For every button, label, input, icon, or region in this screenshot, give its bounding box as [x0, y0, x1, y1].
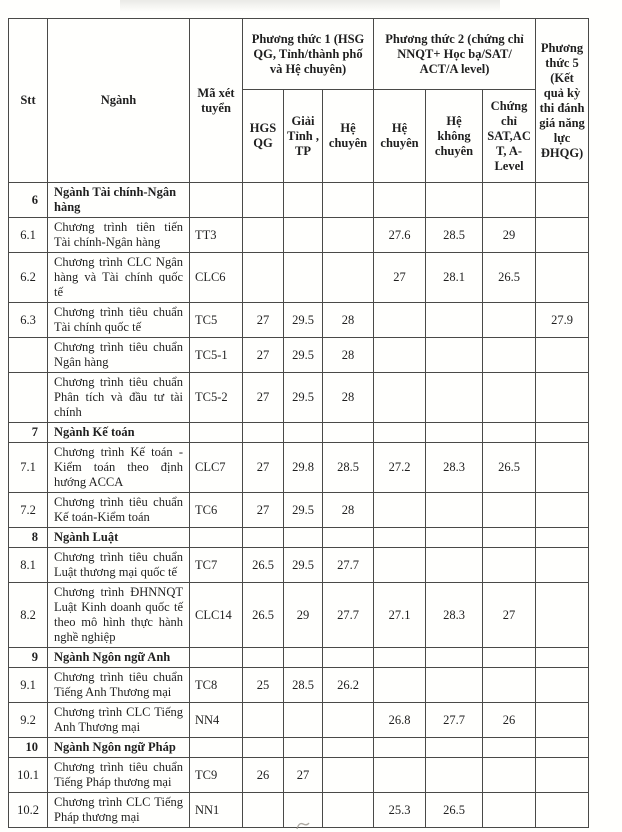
he-khong-chuyen-cell: 27.7	[426, 703, 483, 738]
subheader-chung-chi-sat-act-alevel: Chứng chỉ SAT,ACT, A-Level	[483, 90, 536, 183]
he-chuyen-pt2-cell: 27.2	[374, 443, 426, 493]
section-row	[9, 183, 589, 218]
stt-cell: 8.1	[9, 548, 48, 583]
stt-cell	[9, 338, 48, 373]
code-cell: NN4	[190, 703, 243, 738]
table-row	[9, 303, 589, 338]
stt-cell: 9.1	[9, 668, 48, 703]
hgs-qg-cell: 27	[243, 373, 284, 423]
nganh-cell: Chương trình tiêu chuẩn Ngân hàng	[48, 338, 190, 373]
hgs-qg-cell	[243, 253, 284, 303]
pt5-cell	[536, 548, 589, 583]
section-row	[9, 648, 589, 668]
he-khong-chuyen-cell	[426, 373, 483, 423]
he-chuyen-pt2-cell: 25.3	[374, 793, 426, 828]
code-cell: NN1	[190, 793, 243, 828]
he-chuyen-pt2-cell	[374, 423, 426, 443]
code-cell: TC5	[190, 303, 243, 338]
he-chuyen-pt2-cell: 26.8	[374, 703, 426, 738]
stt-cell: 6	[9, 183, 48, 218]
he-chuyen-pt2-cell	[374, 338, 426, 373]
nganh-cell: Chương trình tiêu chuẩn Tiếng Anh Thương mại	[48, 668, 190, 703]
table-row	[9, 253, 589, 303]
chung-chi-cell: 29	[483, 218, 536, 253]
chung-chi-cell	[483, 668, 536, 703]
stt-cell: 10	[9, 738, 48, 758]
pt5-cell	[536, 668, 589, 703]
table-row	[9, 548, 589, 583]
nganh-cell: Chương trình tiên tiến Tài chính-Ngân hàng	[48, 218, 190, 253]
he-chuyen-pt2-cell	[374, 528, 426, 548]
stt-cell: 7	[9, 423, 48, 443]
stt-cell: 9.2	[9, 703, 48, 738]
nganh-cell: Chương trình tiêu chuẩn Phân tích và đầu tư tài chính	[48, 373, 190, 423]
stt-cell: 7.1	[9, 443, 48, 493]
hgs-qg-cell	[243, 218, 284, 253]
he-chuyen-pt1-cell	[323, 183, 374, 218]
giai-tinh-tp-cell: 28.5	[284, 668, 323, 703]
chung-chi-cell	[483, 528, 536, 548]
he-chuyen-pt1-cell	[323, 703, 374, 738]
nganh-cell: Ngành Tài chính-Ngân hàng	[48, 183, 190, 218]
stt-cell	[9, 373, 48, 423]
header-stt: Stt	[9, 19, 48, 183]
nganh-cell: Ngành Ngôn ngữ Anh	[48, 648, 190, 668]
he-chuyen-pt1-cell: 28	[323, 493, 374, 528]
hgs-qg-cell: 27	[243, 338, 284, 373]
he-khong-chuyen-cell: 28.1	[426, 253, 483, 303]
stt-cell: 6.1	[9, 218, 48, 253]
giai-tinh-tp-cell	[284, 183, 323, 218]
he-chuyen-pt1-cell	[323, 423, 374, 443]
chung-chi-cell	[483, 183, 536, 218]
he-khong-chuyen-cell	[426, 668, 483, 703]
pt5-cell	[536, 793, 589, 828]
stt-cell: 6.2	[9, 253, 48, 303]
code-cell: TC6	[190, 493, 243, 528]
header-phuong-thuc-1: Phương thức 1 (HSG QG, Tỉnh/thành phố và Hệ chuyên)	[243, 19, 374, 90]
he-chuyen-pt1-cell: 27.7	[323, 583, 374, 648]
nganh-cell: Chương trình CLC Tiếng Anh Thương mại	[48, 703, 190, 738]
he-khong-chuyen-cell: 28.3	[426, 443, 483, 493]
nganh-cell: Chương trình tiêu chuẩn Luật thương mại quốc tế	[48, 548, 190, 583]
giai-tinh-tp-cell: 29.5	[284, 338, 323, 373]
code-cell: TT3	[190, 218, 243, 253]
pt5-cell	[536, 703, 589, 738]
nganh-cell: Chương trình ĐHNNQT Luật Kinh doanh quốc tế theo mô hình thực hành nghề nghiệp	[48, 583, 190, 648]
he-chuyen-pt1-cell	[323, 648, 374, 668]
hgs-qg-cell	[243, 793, 284, 828]
he-khong-chuyen-cell	[426, 738, 483, 758]
header-ma-xet-tuyen: Mã xét tuyển	[190, 19, 243, 183]
code-cell	[190, 183, 243, 218]
he-chuyen-pt1-cell	[323, 738, 374, 758]
pt5-cell	[536, 528, 589, 548]
table-row	[9, 338, 589, 373]
he-chuyen-pt2-cell	[374, 183, 426, 218]
stt-cell: 6.3	[9, 303, 48, 338]
chung-chi-cell	[483, 423, 536, 443]
giai-tinh-tp-cell: 29.5	[284, 303, 323, 338]
code-cell: TC5-2	[190, 373, 243, 423]
he-chuyen-pt1-cell: 27.7	[323, 548, 374, 583]
chung-chi-cell	[483, 493, 536, 528]
giai-tinh-tp-cell	[284, 423, 323, 443]
section-row	[9, 528, 589, 548]
code-cell: TC5-1	[190, 338, 243, 373]
scan-smudge	[120, 0, 500, 12]
he-chuyen-pt2-cell	[374, 668, 426, 703]
he-khong-chuyen-cell	[426, 548, 483, 583]
pt5-cell	[536, 423, 589, 443]
he-chuyen-pt1-cell	[323, 758, 374, 793]
he-chuyen-pt2-cell: 27	[374, 253, 426, 303]
stt-cell: 10.2	[9, 793, 48, 828]
giai-tinh-tp-cell	[284, 648, 323, 668]
header-nganh: Ngành	[48, 19, 190, 183]
nganh-cell: Chương trình tiêu chuẩn Tiếng Pháp thương mại	[48, 758, 190, 793]
nganh-cell: Chương trình CLC Tiếng Pháp thương mại	[48, 793, 190, 828]
he-chuyen-pt2-cell	[374, 373, 426, 423]
table-body	[9, 183, 589, 828]
header-row-groups	[9, 19, 589, 90]
giai-tinh-tp-cell: 29	[284, 583, 323, 648]
he-chuyen-pt2-cell: 27.1	[374, 583, 426, 648]
code-cell	[190, 528, 243, 548]
he-chuyen-pt1-cell: 28.5	[323, 443, 374, 493]
chung-chi-cell	[483, 373, 536, 423]
hgs-qg-cell: 27	[243, 493, 284, 528]
code-cell: TC7	[190, 548, 243, 583]
chung-chi-cell	[483, 758, 536, 793]
hgs-qg-cell: 26.5	[243, 583, 284, 648]
table-row	[9, 218, 589, 253]
he-chuyen-pt2-cell	[374, 738, 426, 758]
hgs-qg-cell	[243, 703, 284, 738]
code-cell: TC8	[190, 668, 243, 703]
pt5-cell	[536, 218, 589, 253]
he-khong-chuyen-cell	[426, 423, 483, 443]
he-khong-chuyen-cell	[426, 528, 483, 548]
he-chuyen-pt2-cell: 27.6	[374, 218, 426, 253]
he-chuyen-pt1-cell	[323, 528, 374, 548]
giai-tinh-tp-cell: 29.5	[284, 548, 323, 583]
table-row	[9, 668, 589, 703]
subheader-he-chuyen-pt1: Hệ chuyên	[323, 90, 374, 183]
stt-cell: 9	[9, 648, 48, 668]
chung-chi-cell: 26	[483, 703, 536, 738]
table-row	[9, 758, 589, 793]
giai-tinh-tp-cell	[284, 218, 323, 253]
pt5-cell	[536, 648, 589, 668]
pt5-cell	[536, 338, 589, 373]
pt5-cell	[536, 373, 589, 423]
nganh-cell: Chương trình tiêu chuẩn Tài chính quốc tế	[48, 303, 190, 338]
code-cell: CLC14	[190, 583, 243, 648]
giai-tinh-tp-cell	[284, 703, 323, 738]
chung-chi-cell	[483, 793, 536, 828]
pt5-cell	[536, 253, 589, 303]
pt5-cell	[536, 443, 589, 493]
he-chuyen-pt2-cell	[374, 758, 426, 793]
he-khong-chuyen-cell: 26.5	[426, 793, 483, 828]
he-chuyen-pt2-cell	[374, 548, 426, 583]
he-chuyen-pt1-cell	[323, 218, 374, 253]
code-cell	[190, 738, 243, 758]
hgs-qg-cell	[243, 528, 284, 548]
chung-chi-cell	[483, 648, 536, 668]
subheader-hgs-qg: HGS QG	[243, 90, 284, 183]
stt-cell: 8.2	[9, 583, 48, 648]
hgs-qg-cell: 27	[243, 443, 284, 493]
code-cell: CLC7	[190, 443, 243, 493]
table-row	[9, 703, 589, 738]
table-row	[9, 443, 589, 493]
he-chuyen-pt1-cell	[323, 253, 374, 303]
stt-cell: 8	[9, 528, 48, 548]
hgs-qg-cell: 26.5	[243, 548, 284, 583]
he-khong-chuyen-cell	[426, 183, 483, 218]
he-chuyen-pt1-cell: 28	[323, 303, 374, 338]
header-phuong-thuc-5: Phương thức 5 (Kết quả kỳ thi đánh giá năng lực ĐHQG)	[536, 19, 589, 183]
he-chuyen-pt2-cell	[374, 303, 426, 338]
nganh-cell: Chương trình tiêu chuẩn Kế toán-Kiểm toán	[48, 493, 190, 528]
nganh-cell: Ngành Luật	[48, 528, 190, 548]
giai-tinh-tp-cell: 27	[284, 758, 323, 793]
he-khong-chuyen-cell	[426, 338, 483, 373]
he-khong-chuyen-cell: 28.5	[426, 218, 483, 253]
he-khong-chuyen-cell	[426, 493, 483, 528]
code-cell	[190, 423, 243, 443]
he-chuyen-pt1-cell	[323, 793, 374, 828]
chung-chi-cell	[483, 338, 536, 373]
pt5-cell	[536, 758, 589, 793]
he-chuyen-pt2-cell	[374, 648, 426, 668]
chung-chi-cell	[483, 303, 536, 338]
scan-artifact	[295, 821, 311, 830]
table-row	[9, 373, 589, 423]
hgs-qg-cell	[243, 738, 284, 758]
nganh-cell: Ngành Ngôn ngữ Pháp	[48, 738, 190, 758]
he-khong-chuyen-cell: 28.3	[426, 583, 483, 648]
giai-tinh-tp-cell	[284, 253, 323, 303]
he-khong-chuyen-cell	[426, 758, 483, 793]
he-chuyen-pt1-cell: 28	[323, 373, 374, 423]
hgs-qg-cell	[243, 423, 284, 443]
giai-tinh-tp-cell: 29.8	[284, 443, 323, 493]
hgs-qg-cell	[243, 648, 284, 668]
hgs-qg-cell: 27	[243, 303, 284, 338]
he-chuyen-pt1-cell: 28	[323, 338, 374, 373]
code-cell: TC9	[190, 758, 243, 793]
subheader-he-chuyen-pt2: Hệ chuyên	[374, 90, 426, 183]
hgs-qg-cell: 25	[243, 668, 284, 703]
header-phuong-thuc-2: Phương thức 2 (chứng chỉ NNQT+ Học bạ/SAT/ ACT/A level)	[374, 19, 536, 90]
nganh-cell: Chương trình Kế toán - Kiểm toán theo định hướng ACCA	[48, 443, 190, 493]
nganh-cell: Ngành Kế toán	[48, 423, 190, 443]
subheader-giai-tinh-tp: Giải Tỉnh , TP	[284, 90, 323, 183]
chung-chi-cell	[483, 738, 536, 758]
he-khong-chuyen-cell	[426, 303, 483, 338]
he-chuyen-pt1-cell: 26.2	[323, 668, 374, 703]
pt5-cell	[536, 583, 589, 648]
he-chuyen-pt2-cell	[374, 493, 426, 528]
admission-scores-table	[8, 18, 589, 828]
chung-chi-cell: 26.5	[483, 443, 536, 493]
section-row	[9, 738, 589, 758]
hgs-qg-cell: 26	[243, 758, 284, 793]
pt5-cell	[536, 183, 589, 218]
stt-cell: 10.1	[9, 758, 48, 793]
giai-tinh-tp-cell: 29.5	[284, 493, 323, 528]
table-row	[9, 493, 589, 528]
giai-tinh-tp-cell: 29.5	[284, 373, 323, 423]
chung-chi-cell: 26.5	[483, 253, 536, 303]
stt-cell: 7.2	[9, 493, 48, 528]
giai-tinh-tp-cell	[284, 738, 323, 758]
pt5-cell	[536, 493, 589, 528]
pt5-cell	[536, 738, 589, 758]
table-row	[9, 583, 589, 648]
hgs-qg-cell	[243, 183, 284, 218]
he-khong-chuyen-cell	[426, 648, 483, 668]
subheader-he-khong-chuyen: Hệ không chuyên	[426, 90, 483, 183]
pt5-cell: 27.9	[536, 303, 589, 338]
chung-chi-cell	[483, 548, 536, 583]
chung-chi-cell: 27	[483, 583, 536, 648]
section-row	[9, 423, 589, 443]
code-cell: CLC6	[190, 253, 243, 303]
giai-tinh-tp-cell	[284, 528, 323, 548]
code-cell	[190, 648, 243, 668]
nganh-cell: Chương trình CLC Ngân hàng và Tài chính quốc tế	[48, 253, 190, 303]
